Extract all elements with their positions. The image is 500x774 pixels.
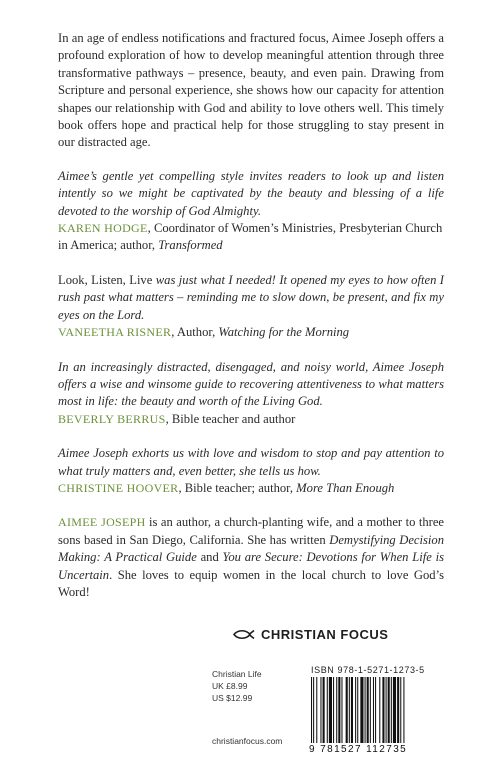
endorser-name: CHRISTINE HOOVER bbox=[58, 480, 179, 495]
endorsement-attribution bbox=[58, 220, 444, 255]
price-us: US $12.99 bbox=[212, 693, 253, 703]
endorser-role: , Coordinator of Women’s Ministries, Presbyterian Church in America; author, bbox=[58, 221, 443, 253]
endorsement-quote: Aimee Joseph exhorts us with love and wisdom to stop and pay attention to what truly matters and, even better, she tells us how. bbox=[58, 446, 444, 478]
endorser-role: , Bible teacher and author bbox=[165, 411, 296, 426]
endorsement-attribution bbox=[58, 480, 444, 497]
endorsement bbox=[58, 272, 444, 342]
author-bio-text: is an author, a church-planting wife, and a mother to three sons based in San Diego, California. She has written bbox=[58, 515, 444, 547]
endorser-work: More Than Enough bbox=[296, 480, 395, 495]
cover-copy bbox=[58, 30, 444, 617]
book-blurb: In an age of endless notifications and fractured focus, Aimee Joseph offers a profound exploration of how to develop meaningful attention through three transformative pathways – presence, beauty, and even pain. Drawing from Scripture and personal experience, she shows how our capacity for attention shapes our relationship with God and ability to love others well. This timely book offers hope and practical help for those struggling to stay present in our distracted age. bbox=[58, 31, 444, 150]
endorsement bbox=[58, 359, 444, 429]
publisher-logo bbox=[233, 627, 388, 642]
endorsement-quote-title: Look, Listen, Live bbox=[58, 272, 153, 287]
author-name: AIMEE JOSEPH bbox=[58, 515, 146, 530]
fish-icon bbox=[233, 629, 255, 640]
publisher-name: CHRISTIAN FOCUS bbox=[261, 627, 389, 642]
endorsement bbox=[58, 168, 444, 255]
endorser-role: , Author, bbox=[171, 325, 219, 340]
endorser-name: VANEETHA RISNER bbox=[58, 325, 172, 340]
endorsement bbox=[58, 445, 444, 497]
endorsement-attribution bbox=[58, 324, 444, 341]
endorser-role: , Bible teacher; author, bbox=[178, 480, 297, 495]
book-category: Christian Life bbox=[212, 669, 262, 679]
author-bio-text: and bbox=[196, 550, 223, 565]
endorsement-quote: Aimee’s gentle yet compelling style invites readers to look up and listen intently so we might be captivated by the beauty and blessing of a life devoted to the worship of God Almighty. bbox=[58, 168, 444, 218]
endorser-name: BEVERLY BERRUS bbox=[58, 411, 166, 426]
endorsement-quote: was just what I needed! It opened my eyes to how often I rush past what matters – reminding me to slow down, be present, and fix my eyes on the Lord. bbox=[58, 272, 445, 322]
endorser-work: Watching for the Morning bbox=[218, 325, 350, 340]
price-info bbox=[212, 668, 262, 704]
endorser-name: KAREN HODGE bbox=[58, 221, 148, 236]
endorsement-quote: In an increasingly distracted, disengaged, and noisy world, Aimee Joseph offers a wise and winsome guide to recovering attentiveness to what matters most in life: the beauty and worth of the Living God. bbox=[58, 359, 444, 409]
author-book-title: Demystifying Decision Making: A Practical Guide bbox=[58, 532, 444, 565]
publisher-website: christianfocus.com bbox=[212, 736, 283, 746]
author-book-title: You are Secure: Devotions for When Life is Uncertain bbox=[58, 550, 444, 582]
author-bio-text: . She loves to equip women in the local church to love God’s Word! bbox=[58, 567, 444, 599]
isbn-barcode bbox=[309, 665, 449, 755]
barcode-digits: 9 781527 112735 bbox=[309, 744, 408, 755]
endorser-work: Transformed bbox=[158, 238, 223, 253]
barcode-icon bbox=[309, 677, 449, 743]
author-bio bbox=[58, 514, 444, 601]
isbn-label: ISBN 978-1-5271-1273-5 bbox=[311, 665, 425, 675]
price-uk: UK £8.99 bbox=[212, 681, 248, 691]
endorsement-attribution bbox=[58, 411, 444, 428]
